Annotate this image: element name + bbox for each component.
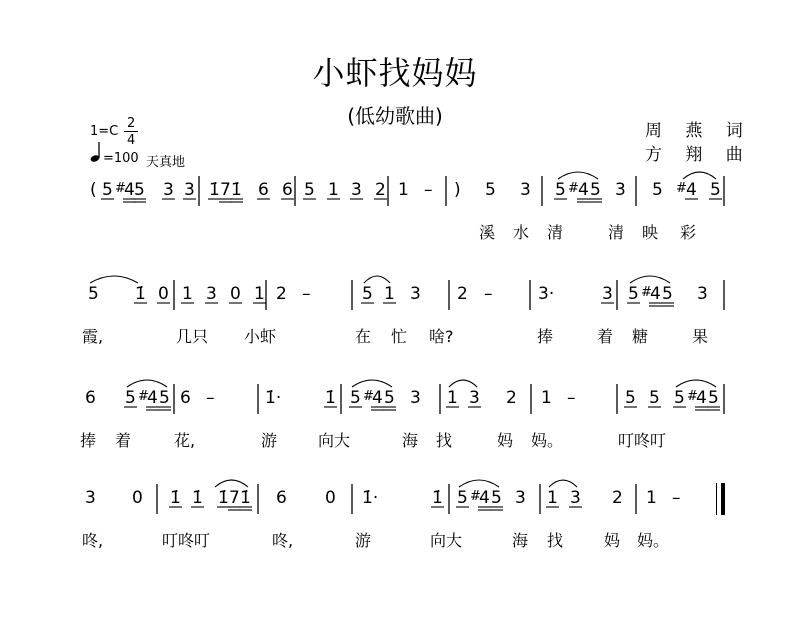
note: – — [206, 388, 215, 408]
note: 3 — [85, 488, 96, 508]
lyric-syllable: 咚, — [272, 531, 294, 550]
sharp-sign: # — [676, 181, 687, 196]
lyric-syllable: 海 — [402, 431, 419, 450]
lyric-syllable: 游 — [261, 431, 278, 450]
time-signature-line — [124, 131, 138, 132]
lyric-syllable: 咚, — [82, 531, 104, 550]
note: 0 — [158, 284, 169, 304]
lyric-syllable: 妈 — [497, 431, 514, 450]
slur — [549, 480, 577, 487]
lyric-syllable: 着 — [597, 327, 614, 346]
note: 1 — [646, 488, 657, 508]
note: 0 — [230, 284, 241, 304]
note: 1̇ — [192, 488, 203, 508]
note: – — [302, 284, 311, 304]
note: 2 — [375, 180, 386, 200]
note: 1 — [541, 388, 552, 408]
note: 5 — [384, 388, 395, 408]
note: 3 — [520, 180, 531, 200]
note: 7 — [229, 488, 240, 508]
note: 3· — [538, 284, 555, 304]
note: 3 — [615, 180, 626, 200]
note: 3 — [697, 284, 708, 304]
note: 5 — [652, 180, 663, 200]
note: 5 — [350, 388, 361, 408]
sharp-sign: # — [687, 389, 698, 404]
note: 2 — [612, 488, 623, 508]
note: 1̇ — [231, 180, 242, 200]
note: 4 — [650, 284, 661, 304]
lyric-syllable: 捧 — [537, 327, 554, 346]
lyric-syllable: 清 — [608, 223, 625, 242]
sharp-sign: # — [115, 181, 126, 196]
note: 5 — [88, 284, 99, 304]
slur — [676, 380, 716, 387]
notation-line-2 — [0, 272, 790, 332]
lyric-syllable: 妈。 — [637, 531, 670, 550]
note: 5 — [362, 284, 373, 304]
song-subtitle: (低幼歌曲) — [347, 104, 443, 128]
sharp-sign: # — [363, 389, 374, 404]
note: 5 — [649, 388, 660, 408]
lyric-syllable: 找 — [547, 531, 564, 550]
note: 1 — [398, 180, 409, 200]
note: 6 — [258, 180, 269, 200]
note: 1 — [384, 284, 395, 304]
note: 3 — [410, 388, 421, 408]
note: – — [567, 388, 576, 408]
song-title: 小虾找妈妈 — [312, 54, 478, 92]
note: 1 — [547, 488, 558, 508]
sharp-sign: # — [568, 181, 579, 196]
note: 1̇· — [362, 488, 379, 508]
note: 5 — [134, 180, 145, 200]
expression-mark: 天真地 — [146, 155, 186, 170]
note: 0 — [132, 488, 143, 508]
score-row-2 — [0, 272, 790, 392]
lyric-syllable: 叮咚叮 — [162, 531, 211, 550]
slur — [364, 276, 390, 283]
lyric-syllable: 小虾 — [244, 327, 277, 346]
note: 1̇ — [209, 180, 220, 200]
slur — [683, 172, 716, 179]
slur — [449, 380, 477, 387]
tempo-mark: =100 — [103, 151, 139, 166]
key-signature: 1=C — [90, 124, 119, 139]
lyric-syllable: 水 — [513, 223, 530, 242]
lyricist-credit: 周 燕 词 — [645, 121, 752, 141]
note: ( — [90, 180, 97, 200]
note: 7 — [220, 180, 231, 200]
note: 1̇ — [170, 488, 181, 508]
note: 5 — [102, 180, 113, 200]
note: 3 — [351, 180, 362, 200]
note: 5 — [457, 488, 468, 508]
note: 6 — [180, 388, 191, 408]
lyric-syllable: 忙 — [391, 327, 408, 346]
note: 5 — [491, 488, 502, 508]
note: 5 — [485, 180, 496, 200]
note: 1 — [182, 284, 193, 304]
lyric-syllable: 向大 — [318, 431, 351, 450]
note: 3 — [410, 284, 421, 304]
score-row-1 — [0, 168, 790, 288]
slur — [459, 480, 499, 487]
note: 5 — [159, 388, 170, 408]
note: 3 — [206, 284, 217, 304]
note: 1̇ — [135, 284, 146, 304]
slur — [127, 380, 167, 387]
score-row-4 — [0, 476, 790, 596]
lyric-syllable: 在 — [355, 327, 372, 346]
note: 5 — [628, 284, 639, 304]
note: 4 — [696, 388, 707, 408]
note: 4 — [372, 388, 383, 408]
note: 5 — [710, 180, 721, 200]
note: 4 — [686, 180, 697, 200]
note: 5 — [590, 180, 601, 200]
note: 2 — [457, 284, 468, 304]
notation-line-3 — [0, 376, 790, 436]
note: 4 — [147, 388, 158, 408]
note: 5 — [555, 180, 566, 200]
note: 5 — [674, 388, 685, 408]
note: ) — [454, 180, 461, 200]
lyric-syllable: 着 — [115, 431, 132, 450]
notation-line-1 — [0, 168, 790, 228]
lyric-syllable: 几只 — [176, 327, 209, 346]
note: 1 — [328, 180, 339, 200]
slur — [630, 276, 670, 283]
note: 5 — [662, 284, 673, 304]
lyric-syllable: 妈 — [604, 531, 621, 550]
note: 3 — [163, 180, 174, 200]
note: 6 — [282, 180, 293, 200]
note: 3 — [469, 388, 480, 408]
slur — [352, 380, 392, 387]
note: 2 — [276, 284, 287, 304]
note: – — [672, 488, 681, 508]
note: – — [424, 180, 433, 200]
time-signature-bottom: 4 — [127, 133, 136, 148]
note: 1̇ — [240, 488, 251, 508]
note: 1̇ — [218, 488, 229, 508]
composer-credit: 方 翔 曲 — [645, 145, 752, 165]
lyric-syllable: 映 — [642, 223, 659, 242]
note: 4 — [479, 488, 490, 508]
note: 3 — [602, 284, 613, 304]
lyric-syllable: 清 — [547, 223, 564, 242]
lyric-syllable: 霞, — [82, 327, 104, 346]
lyric-syllable: 向大 — [430, 531, 463, 550]
note: 4 — [578, 180, 589, 200]
lyric-syllable: 妈。 — [531, 431, 564, 450]
slur — [215, 480, 248, 487]
time-signature-top: 2 — [127, 116, 136, 131]
note: 3 — [570, 488, 581, 508]
note: 6 — [85, 388, 96, 408]
final-barline-thick — [721, 483, 725, 515]
quarter-note-icon — [90, 141, 102, 163]
sharp-sign: # — [470, 489, 481, 504]
lyric-syllable: 找 — [436, 431, 453, 450]
lyric-syllable: 花, — [174, 431, 196, 450]
note: 5 — [708, 388, 719, 408]
note: 3 — [184, 180, 195, 200]
lyric-syllable: 海 — [512, 531, 529, 550]
note: 0 — [325, 488, 336, 508]
lyric-syllable: 彩 — [680, 223, 697, 242]
note: 1̇ — [432, 488, 443, 508]
sharp-sign: # — [138, 389, 149, 404]
note: 5 — [125, 388, 136, 408]
sharp-sign: # — [641, 285, 652, 300]
slur — [558, 172, 598, 179]
lyric-syllable: 捧 — [80, 431, 97, 450]
note: 1̇ — [325, 388, 336, 408]
lyric-syllable: 叮咚叮 — [618, 431, 667, 450]
note: 1̇· — [265, 388, 282, 408]
note: 4 — [124, 180, 135, 200]
note: 5 — [304, 180, 315, 200]
final-barline — [716, 483, 717, 515]
note: 6 — [276, 488, 287, 508]
lyric-syllable: 糖 — [632, 327, 649, 346]
lyric-syllable: 溪 — [479, 223, 496, 242]
notation-line-4 — [0, 476, 790, 536]
note: 1 — [254, 284, 265, 304]
slur — [90, 276, 138, 283]
note: – — [484, 284, 493, 304]
note: 3 — [515, 488, 526, 508]
lyric-syllable: 啥? — [429, 327, 454, 346]
note: 5 — [625, 388, 636, 408]
note: 1 — [447, 388, 458, 408]
note: 2 — [506, 388, 517, 408]
lyric-syllable: 果 — [692, 327, 709, 346]
lyric-syllable: 游 — [355, 531, 372, 550]
